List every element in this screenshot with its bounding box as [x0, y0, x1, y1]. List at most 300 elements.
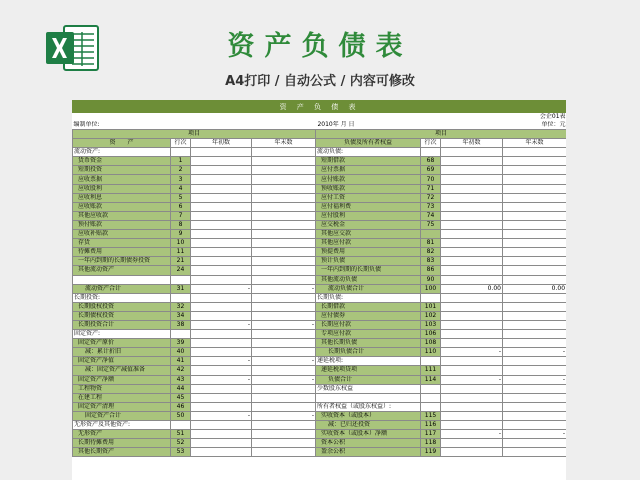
table-row — [73, 266, 567, 275]
liability-begin-cell[interactable]: 0.00 — [441, 284, 503, 293]
asset-begin-cell[interactable] — [191, 202, 252, 211]
liability-item-cell: 资本公积 — [316, 439, 421, 448]
liability-end-cell[interactable] — [503, 230, 567, 239]
liability-end-cell[interactable] — [503, 220, 567, 229]
liability-begin-cell[interactable] — [441, 421, 503, 430]
liability-item-cell: 其他应交款 — [316, 230, 421, 239]
asset-end-cell[interactable] — [252, 402, 316, 411]
liability-item-cell: 其他应付款 — [316, 239, 421, 248]
liability-end-cell[interactable] — [503, 366, 567, 375]
liability-begin-cell[interactable] — [441, 384, 503, 393]
liability-end-cell[interactable] — [503, 311, 567, 320]
liability-item-cell: 应付债券 — [316, 311, 421, 320]
liability-begin-cell[interactable] — [441, 320, 503, 329]
liability-line-cell: 116 — [421, 421, 441, 430]
asset-item-cell: 待摊费用 — [73, 248, 171, 257]
asset-item-cell: 固定资产合计 — [73, 411, 171, 420]
liability-begin-cell[interactable] — [441, 339, 503, 348]
liability-item-cell: 递延税项贷项 — [316, 366, 421, 375]
liability-line-cell: 72 — [421, 193, 441, 202]
col-header-begin2: 年初数 — [441, 139, 503, 148]
asset-begin-cell[interactable] — [191, 439, 252, 448]
asset-line-cell: 43 — [171, 375, 191, 384]
asset-item-cell: 长期股权投资 — [73, 302, 171, 311]
asset-end-cell[interactable] — [252, 302, 316, 311]
table-row — [73, 421, 567, 430]
liability-begin-cell[interactable] — [441, 293, 503, 302]
asset-begin-cell[interactable] — [191, 193, 252, 202]
table-row — [73, 184, 567, 193]
asset-end-cell[interactable] — [252, 275, 316, 284]
liability-end-cell[interactable] — [503, 293, 567, 302]
asset-begin-cell[interactable] — [191, 302, 252, 311]
asset-end-cell[interactable] — [252, 211, 316, 220]
asset-end-cell[interactable] — [252, 202, 316, 211]
liability-begin-cell[interactable] — [441, 257, 503, 266]
asset-line-cell: 10 — [171, 239, 191, 248]
liability-begin-cell[interactable] — [441, 357, 503, 366]
asset-end-cell[interactable] — [252, 339, 316, 348]
liability-line-cell: 119 — [421, 448, 441, 457]
asset-item-cell: 减：固定资产减值准备 — [73, 366, 171, 375]
table-row — [73, 166, 567, 175]
asset-begin-cell[interactable]: - — [191, 357, 252, 366]
liability-line-cell: 117 — [421, 430, 441, 439]
liability-end-cell[interactable] — [503, 448, 567, 457]
asset-line-cell: 45 — [171, 393, 191, 402]
liability-item-cell: 少数股东权益 — [316, 384, 421, 393]
asset-line-cell — [171, 421, 191, 430]
liability-end-cell[interactable] — [503, 157, 567, 166]
asset-item-cell: 一年内到期的长期债券投资 — [73, 257, 171, 266]
asset-line-cell: 42 — [171, 366, 191, 375]
liability-item-cell: 一年内到期的长期负债 — [316, 266, 421, 275]
asset-line-cell: 52 — [171, 439, 191, 448]
table-row — [73, 175, 567, 184]
col-header-line2: 行次 — [421, 139, 441, 148]
report-date: 2010年 月 日 — [317, 121, 355, 128]
liability-line-cell: 69 — [421, 166, 441, 175]
asset-end-cell[interactable]: - — [252, 357, 316, 366]
asset-item-cell: 其他长期资产 — [73, 448, 171, 457]
liability-end-cell[interactable] — [503, 384, 567, 393]
section-header-right: 项目 — [316, 130, 567, 139]
asset-end-cell[interactable] — [252, 220, 316, 229]
liability-line-cell: 111 — [421, 366, 441, 375]
asset-end-cell[interactable] — [252, 257, 316, 266]
asset-item-cell: 长期投资合计 — [73, 320, 171, 329]
liability-item-cell: 短期借款 — [316, 157, 421, 166]
liability-line-cell: 90 — [421, 275, 441, 284]
asset-end-cell[interactable] — [252, 439, 316, 448]
liability-begin-cell[interactable] — [441, 330, 503, 339]
liability-begin-cell[interactable] — [441, 402, 503, 411]
liability-begin-cell[interactable]: - — [441, 348, 503, 357]
asset-begin-cell[interactable] — [191, 257, 252, 266]
table-row — [73, 248, 567, 257]
table-row — [73, 430, 567, 439]
liability-end-cell[interactable]: 0.00 — [503, 284, 567, 293]
liability-end-cell[interactable] — [503, 439, 567, 448]
form-number: 会企01表 — [539, 113, 566, 120]
liability-line-cell: 106 — [421, 330, 441, 339]
liability-item-cell: 其他长期负债 — [316, 339, 421, 348]
asset-begin-cell[interactable] — [191, 348, 252, 357]
liability-end-cell[interactable] — [503, 302, 567, 311]
liability-end-cell[interactable] — [503, 330, 567, 339]
asset-item-cell: 减：累计折旧 — [73, 348, 171, 357]
liability-end-cell[interactable] — [503, 339, 567, 348]
asset-begin-cell[interactable] — [191, 393, 252, 402]
liability-begin-cell[interactable] — [441, 311, 503, 320]
asset-line-cell: 46 — [171, 402, 191, 411]
asset-item-cell: 工程物资 — [73, 384, 171, 393]
liability-line-cell: 115 — [421, 411, 441, 420]
table-row — [73, 339, 567, 348]
asset-item-cell: 无形资产及其他资产: — [73, 421, 171, 430]
liability-item-cell: 应付票据 — [316, 166, 421, 175]
liability-line-cell: 110 — [421, 348, 441, 357]
liability-item-cell: 预收账款 — [316, 184, 421, 193]
liability-end-cell[interactable] — [503, 211, 567, 220]
asset-end-cell[interactable] — [252, 430, 316, 439]
asset-line-cell: 8 — [171, 220, 191, 229]
asset-item-cell: 长期待摊费用 — [73, 439, 171, 448]
table-row — [73, 293, 567, 302]
liability-end-cell[interactable] — [503, 357, 567, 366]
table-row — [73, 320, 567, 329]
asset-begin-cell[interactable]: - — [191, 320, 252, 329]
liability-begin-cell[interactable] — [441, 184, 503, 193]
asset-line-cell: 50 — [171, 411, 191, 420]
asset-end-cell[interactable] — [252, 184, 316, 193]
liability-end-cell[interactable] — [503, 248, 567, 257]
liability-end-cell[interactable]: - — [503, 375, 567, 384]
col-header-end2: 年末数 — [503, 139, 567, 148]
asset-end-cell[interactable] — [252, 311, 316, 320]
liability-begin-cell[interactable] — [441, 175, 503, 184]
liability-line-cell: 74 — [421, 211, 441, 220]
liability-end-cell[interactable] — [503, 202, 567, 211]
asset-item-cell: 长期债权投资 — [73, 311, 171, 320]
asset-line-cell: 5 — [171, 193, 191, 202]
liability-item-cell: 预提费用 — [316, 248, 421, 257]
liability-end-cell[interactable] — [503, 275, 567, 284]
liability-item-cell: 长期借款 — [316, 302, 421, 311]
liability-begin-cell[interactable] — [441, 239, 503, 248]
asset-begin-cell[interactable]: - — [191, 284, 252, 293]
liability-begin-cell[interactable] — [441, 148, 503, 157]
asset-item-cell: 长期投资: — [73, 293, 171, 302]
table-row — [73, 275, 567, 284]
asset-end-cell[interactable] — [252, 348, 316, 357]
asset-begin-cell[interactable] — [191, 384, 252, 393]
asset-begin-cell[interactable]: - — [191, 411, 252, 420]
banner — [0, 0, 640, 98]
asset-item-cell: 应收票据 — [73, 175, 171, 184]
asset-item-cell: 无形资产 — [73, 430, 171, 439]
liability-item-cell: 长期负债: — [316, 293, 421, 302]
asset-end-cell[interactable] — [252, 448, 316, 457]
asset-end-cell[interactable]: - — [252, 284, 316, 293]
liability-line-cell — [421, 384, 441, 393]
liability-item-cell: 应付账款 — [316, 175, 421, 184]
liability-item-cell: 递延税项: — [316, 357, 421, 366]
liability-end-cell[interactable] — [503, 148, 567, 157]
liability-line-cell: 68 — [421, 157, 441, 166]
col-header-liabilities: 负债及所有者权益 — [316, 139, 421, 148]
liability-begin-cell[interactable] — [441, 366, 503, 375]
liability-line-cell: 73 — [421, 202, 441, 211]
asset-begin-cell[interactable] — [191, 421, 252, 430]
liability-item-cell: 所有者权益（或股东权益）: — [316, 402, 421, 411]
liability-item-cell: 减：已归还投资 — [316, 421, 421, 430]
liability-end-cell[interactable]: - — [503, 430, 567, 439]
liability-end-cell[interactable] — [503, 166, 567, 175]
asset-end-cell[interactable] — [252, 230, 316, 239]
asset-begin-cell[interactable] — [191, 430, 252, 439]
asset-begin-cell[interactable] — [191, 266, 252, 275]
liability-line-cell — [421, 402, 441, 411]
liability-line-cell: 82 — [421, 248, 441, 257]
liability-item-cell: 应付股利 — [316, 211, 421, 220]
liability-line-cell: 102 — [421, 311, 441, 320]
liability-end-cell[interactable] — [503, 421, 567, 430]
asset-line-cell: 11 — [171, 248, 191, 257]
liability-begin-cell[interactable] — [441, 202, 503, 211]
col-header-begin: 年初数 — [191, 139, 252, 148]
table-row — [73, 402, 567, 411]
asset-end-cell[interactable] — [252, 166, 316, 175]
liability-item-cell: 应交税金 — [316, 220, 421, 229]
asset-item-cell: 流动资产: — [73, 148, 171, 157]
asset-item-cell: 应收利息 — [73, 193, 171, 202]
asset-begin-cell[interactable] — [191, 230, 252, 239]
asset-line-cell: 7 — [171, 211, 191, 220]
liability-end-cell[interactable] — [503, 411, 567, 420]
table-row — [73, 311, 567, 320]
liability-end-cell[interactable] — [503, 266, 567, 275]
asset-begin-cell[interactable] — [191, 211, 252, 220]
asset-item-cell: 货币资金 — [73, 157, 171, 166]
liability-line-cell: 86 — [421, 266, 441, 275]
liability-begin-cell[interactable] — [441, 211, 503, 220]
table-row — [73, 439, 567, 448]
asset-item-cell: 固定资产: — [73, 330, 171, 339]
asset-begin-cell[interactable] — [191, 293, 252, 302]
liability-begin-cell[interactable] — [441, 266, 503, 275]
asset-end-cell[interactable] — [252, 266, 316, 275]
asset-end-cell[interactable] — [252, 421, 316, 430]
asset-item-cell: 固定资产原价 — [73, 339, 171, 348]
liability-line-cell: 108 — [421, 339, 441, 348]
liability-end-cell[interactable] — [503, 175, 567, 184]
asset-begin-cell[interactable] — [191, 175, 252, 184]
asset-line-cell: 34 — [171, 311, 191, 320]
liability-item-cell: 长期负债合计 — [316, 348, 421, 357]
table-row — [73, 284, 567, 293]
liability-begin-cell[interactable] — [441, 448, 503, 457]
liability-begin-cell[interactable] — [441, 230, 503, 239]
table-row — [73, 393, 567, 402]
asset-end-cell[interactable] — [252, 193, 316, 202]
asset-begin-cell[interactable]: - — [191, 375, 252, 384]
table-row — [73, 348, 567, 357]
table-row — [73, 384, 567, 393]
asset-end-cell[interactable]: - — [252, 411, 316, 420]
liability-item-cell: 其他流动负债 — [316, 275, 421, 284]
asset-item-cell: 应收股利 — [73, 184, 171, 193]
asset-item-cell: 其他应收款 — [73, 211, 171, 220]
liability-end-cell[interactable] — [503, 393, 567, 402]
asset-begin-cell[interactable] — [191, 402, 252, 411]
liability-begin-cell[interactable] — [441, 275, 503, 284]
asset-line-cell: 9 — [171, 230, 191, 239]
page-title: 资产负债表 — [227, 31, 413, 62]
asset-item-cell: 在建工程 — [73, 393, 171, 402]
liability-begin-cell[interactable] — [441, 248, 503, 257]
liability-begin-cell[interactable] — [441, 411, 503, 420]
table-row — [73, 448, 567, 457]
asset-end-cell[interactable] — [252, 330, 316, 339]
liability-item-cell: 应付福利费 — [316, 202, 421, 211]
liability-begin-cell[interactable] — [441, 157, 503, 166]
asset-line-cell: 51 — [171, 430, 191, 439]
liability-line-cell: 70 — [421, 175, 441, 184]
liability-end-cell[interactable] — [503, 402, 567, 411]
asset-line-cell: 6 — [171, 202, 191, 211]
asset-end-cell[interactable] — [252, 248, 316, 257]
liability-line-cell: 81 — [421, 239, 441, 248]
liability-begin-cell[interactable]: - — [441, 375, 503, 384]
asset-line-cell — [171, 330, 191, 339]
asset-line-cell: 41 — [171, 357, 191, 366]
liability-end-cell[interactable] — [503, 239, 567, 248]
liability-begin-cell[interactable] — [441, 439, 503, 448]
liability-item-cell: 流动负债: — [316, 148, 421, 157]
liability-line-cell: 83 — [421, 257, 441, 266]
asset-item-cell: 存货 — [73, 239, 171, 248]
liability-line-cell: 100 — [421, 284, 441, 293]
asset-begin-cell[interactable] — [191, 239, 252, 248]
asset-begin-cell[interactable] — [191, 448, 252, 457]
asset-item-cell: 短期投资 — [73, 166, 171, 175]
asset-line-cell: 38 — [171, 320, 191, 329]
table-row — [73, 148, 567, 157]
asset-begin-cell[interactable] — [191, 166, 252, 175]
table-row — [73, 202, 567, 211]
asset-begin-cell[interactable] — [191, 330, 252, 339]
asset-end-cell[interactable] — [252, 384, 316, 393]
liability-begin-cell[interactable] — [441, 393, 503, 402]
liability-end-cell[interactable] — [503, 320, 567, 329]
liability-end-cell[interactable] — [503, 184, 567, 193]
liability-begin-cell[interactable] — [441, 302, 503, 311]
asset-begin-cell[interactable] — [191, 220, 252, 229]
asset-item-cell: 固定资产净值 — [73, 357, 171, 366]
asset-item-cell: 预付账款 — [73, 220, 171, 229]
asset-end-cell[interactable] — [252, 366, 316, 375]
asset-begin-cell[interactable] — [191, 148, 252, 157]
asset-end-cell[interactable] — [252, 393, 316, 402]
asset-item-cell: 应收补贴款 — [73, 230, 171, 239]
asset-item-cell: 流动资产合计 — [73, 284, 171, 293]
asset-end-cell[interactable]: - — [252, 320, 316, 329]
asset-line-cell — [171, 275, 191, 284]
asset-begin-cell[interactable] — [191, 248, 252, 257]
asset-begin-cell[interactable] — [191, 366, 252, 375]
table-row — [73, 357, 567, 366]
liability-line-cell: 71 — [421, 184, 441, 193]
table-row — [73, 411, 567, 420]
liability-line-cell: 118 — [421, 439, 441, 448]
liability-end-cell[interactable]: - — [503, 348, 567, 357]
liability-line-cell: 103 — [421, 320, 441, 329]
asset-line-cell: 44 — [171, 384, 191, 393]
table-row — [73, 220, 567, 229]
asset-begin-cell[interactable] — [191, 157, 252, 166]
table-row — [73, 257, 567, 266]
asset-end-cell[interactable] — [252, 293, 316, 302]
liability-line-cell — [421, 393, 441, 402]
asset-begin-cell[interactable] — [191, 339, 252, 348]
asset-begin-cell[interactable] — [191, 275, 252, 284]
sheet-title: 资 产 负 债 表 — [73, 101, 567, 113]
liability-item-cell: 专项应付款 — [316, 330, 421, 339]
liability-end-cell[interactable] — [503, 193, 567, 202]
liability-line-cell: 101 — [421, 302, 441, 311]
liability-item-cell: 盈余公积 — [316, 448, 421, 457]
liability-line-cell — [421, 293, 441, 302]
liability-line-cell — [421, 357, 441, 366]
liability-begin-cell[interactable] — [441, 193, 503, 202]
asset-line-cell: 31 — [171, 284, 191, 293]
table-row — [73, 375, 567, 384]
asset-end-cell[interactable] — [252, 157, 316, 166]
asset-end-cell[interactable] — [252, 148, 316, 157]
liability-item-cell: 应付工资 — [316, 193, 421, 202]
col-header-end: 年末数 — [252, 139, 316, 148]
asset-line-cell: 3 — [171, 175, 191, 184]
asset-item-cell — [73, 275, 171, 284]
asset-end-cell[interactable] — [252, 175, 316, 184]
asset-item-cell: 其他流动资产 — [73, 266, 171, 275]
table-row — [73, 211, 567, 220]
liability-item-cell: 实收资本（或股本） — [316, 411, 421, 420]
table-row — [73, 302, 567, 311]
balance-sheet-table — [72, 100, 566, 457]
liability-line-cell — [421, 148, 441, 157]
asset-begin-cell[interactable] — [191, 311, 252, 320]
asset-end-cell[interactable] — [252, 239, 316, 248]
asset-item-cell: 应收账款 — [73, 202, 171, 211]
asset-line-cell: 40 — [171, 348, 191, 357]
unit-label: 编制单位: — [73, 121, 100, 128]
liability-begin-cell[interactable]: - — [441, 430, 503, 439]
liability-end-cell[interactable] — [503, 257, 567, 266]
asset-line-cell: 1 — [171, 157, 191, 166]
page-subtitle: A4打印 / 自动公式 / 内容可修改 — [225, 74, 415, 89]
asset-line-cell: 53 — [171, 448, 191, 457]
asset-item-cell: 固定资产净额 — [73, 375, 171, 384]
spreadsheet — [72, 100, 566, 480]
liability-begin-cell[interactable] — [441, 220, 503, 229]
asset-begin-cell[interactable] — [191, 184, 252, 193]
asset-item-cell: 固定资产清理 — [73, 402, 171, 411]
asset-line-cell — [171, 148, 191, 157]
liability-begin-cell[interactable] — [441, 166, 503, 175]
asset-end-cell[interactable]: - — [252, 375, 316, 384]
